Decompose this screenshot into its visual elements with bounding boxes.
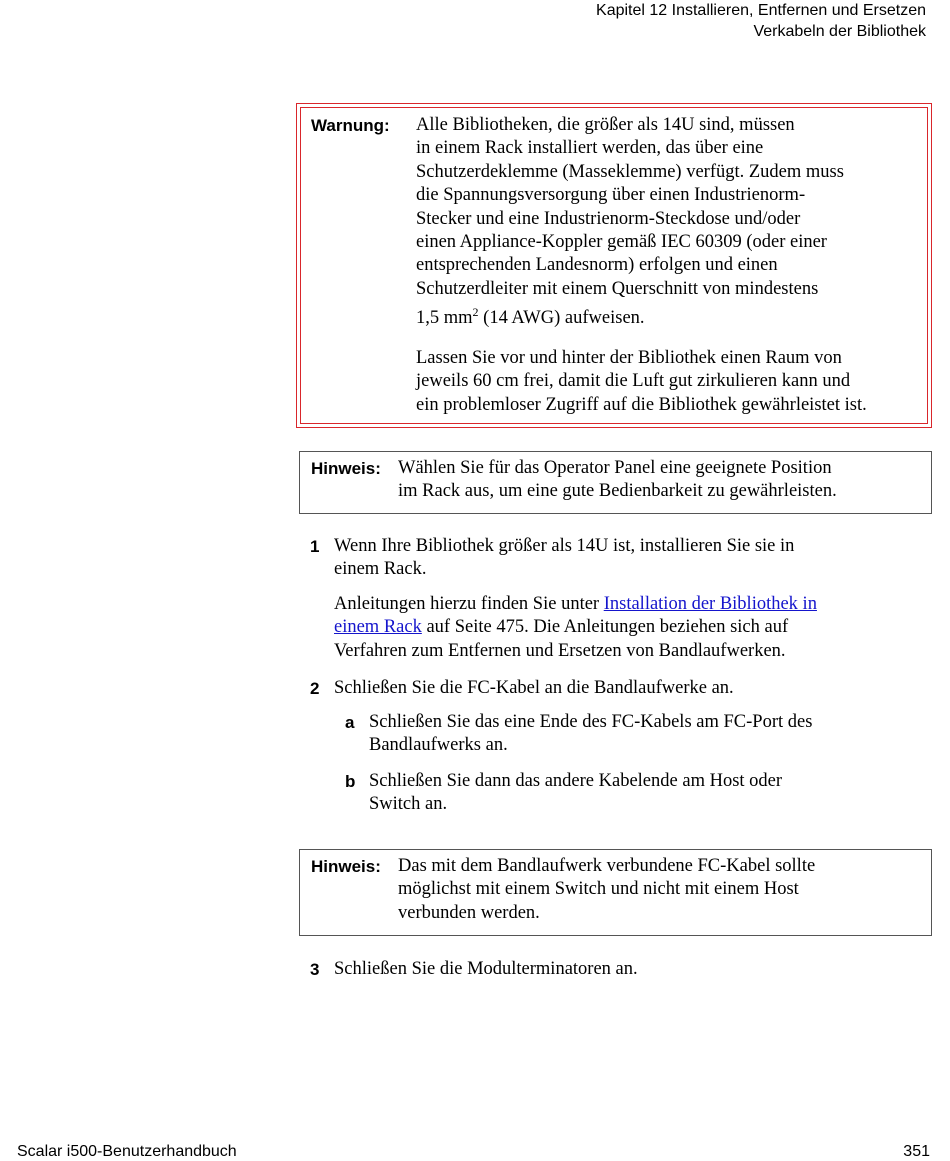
warning-line: entsprechenden Landesnorm) erfolgen und einen bbox=[416, 255, 778, 276]
page-number: 351 bbox=[903, 1143, 930, 1160]
step-2-number: 2 bbox=[310, 679, 320, 698]
substep-a-label: a bbox=[345, 713, 355, 732]
awg-text: (14 AWG) aufweisen. bbox=[478, 308, 645, 329]
rack-installation-link[interactable]: Installation der Bibliothek in bbox=[603, 594, 817, 614]
note-line: Das mit dem Bandlaufwerk verbundene FC-Kabel sollte bbox=[398, 856, 816, 876]
superscript-2: 2 bbox=[472, 305, 479, 320]
reference-page: auf Seite 475. Die Anleitungen beziehen sich auf bbox=[421, 617, 789, 638]
warning-label: Warnung: bbox=[311, 116, 390, 135]
warning-line: Alle Bibliotheken, die größer als 14U sind, müssen bbox=[416, 115, 795, 135]
step-1-text bbox=[334, 535, 794, 582]
note-line: möglichst mit einem Switch und nicht mit einem Host bbox=[398, 879, 799, 900]
footer-title: Scalar i500-Benutzerhandbuch bbox=[17, 1143, 237, 1160]
reference-prefix: Anleitungen hierzu finden Sie unter bbox=[334, 594, 604, 614]
cross-section-value: 1,5 mm bbox=[416, 308, 473, 329]
substep-line: Bandlaufwerks an. bbox=[369, 735, 508, 756]
step-1-number: 1 bbox=[310, 537, 320, 556]
warning-line: ein problemloser Zugriff auf die Bibliothek gewährleistet ist. bbox=[416, 394, 867, 415]
note-2-text bbox=[398, 855, 815, 925]
warning-line: jeweils 60 cm frei, damit die Luft gut zirkulieren kann und bbox=[416, 371, 851, 392]
step-3-number: 3 bbox=[310, 960, 320, 979]
substep-b-text bbox=[369, 770, 782, 817]
step-2-text: Schließen Sie die FC-Kabel an die Bandlaufwerke an. bbox=[334, 678, 734, 698]
step-3-text: Schließen Sie die Modulterminatoren an. bbox=[334, 959, 638, 979]
substep-b-label: b bbox=[345, 772, 356, 791]
warning-line: einen Appliance-Koppler gemäß IEC 60309 (oder einer bbox=[416, 232, 827, 253]
step-1-reference bbox=[334, 593, 817, 663]
step-line: einem Rack. bbox=[334, 559, 427, 580]
note-1-text bbox=[398, 457, 837, 504]
step-line: Wenn Ihre Bibliothek größer als 14U ist, installieren Sie sie in bbox=[334, 536, 795, 556]
chapter-title: Kapitel 12 Installieren, Entfernen und Ersetzen bbox=[596, 2, 926, 19]
warning-line: Schutzerdleiter mit einem Querschnitt von mindestens bbox=[416, 278, 819, 299]
warning-paragraph-1 bbox=[416, 114, 844, 331]
substep-line: Switch an. bbox=[369, 794, 448, 815]
warning-line: Schutzerdeklemme (Masseklemme) verfügt. Zudem muss bbox=[416, 161, 844, 182]
warning-line: Lassen Sie vor und hinter der Bibliothek einen Raum von bbox=[416, 348, 842, 368]
section-title: Verkabeln der Bibliothek bbox=[753, 23, 926, 40]
reference-line: Verfahren zum Entfernen und Ersetzen von Bandlaufwerken. bbox=[334, 640, 786, 661]
note-1-label: Hinweis: bbox=[311, 459, 381, 478]
warning-line: die Spannungsversorgung über einen Industrienorm- bbox=[416, 185, 806, 206]
warning-line: in einem Rack installiert werden, das über eine bbox=[416, 138, 764, 159]
warning-line: Stecker und eine Industrienorm-Steckdose und/oder bbox=[416, 208, 801, 229]
warning-paragraph-2 bbox=[416, 347, 867, 417]
note-line: verbunden werden. bbox=[398, 902, 540, 923]
substep-line: Schließen Sie dann das andere Kabelende am Host oder bbox=[369, 771, 783, 791]
rack-installation-link-continued[interactable]: einem Rack bbox=[334, 617, 422, 638]
note-line: im Rack aus, um eine gute Bedienbarkeit zu gewährleisten. bbox=[398, 481, 837, 502]
note-2-label: Hinweis: bbox=[311, 857, 381, 876]
substep-a-text bbox=[369, 711, 812, 758]
page-header bbox=[596, 0, 926, 42]
note-line: Wählen Sie für das Operator Panel eine geeignete Position bbox=[398, 458, 832, 478]
warning-line-last bbox=[416, 301, 844, 331]
substep-line: Schließen Sie das eine Ende des FC-Kabels am FC-Port des bbox=[369, 712, 813, 732]
